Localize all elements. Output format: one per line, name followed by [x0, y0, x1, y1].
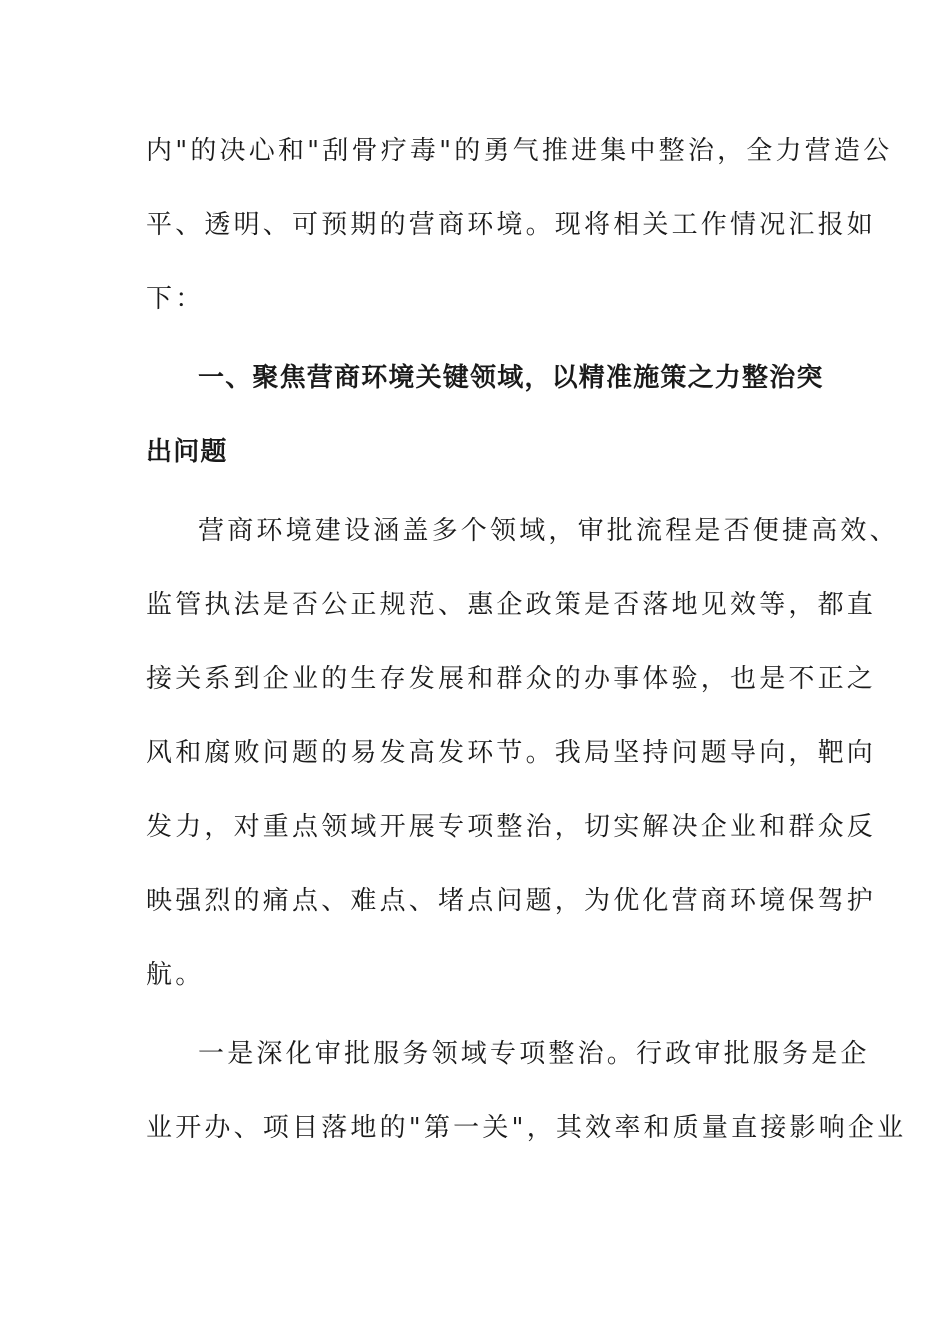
text-line: 监管执法是否公正规范、惠企政策是否落地见效等，都直	[146, 590, 877, 620]
text-line: 发力，对重点领域开展专项整治，切实解决企业和群众反	[146, 812, 877, 842]
text-line: 平、透明、可预期的营商环境。现将相关工作情况汇报如	[146, 210, 877, 240]
text-line: 业开办、项目落地的"第一关"，其效率和质量直接影响企业	[146, 1113, 907, 1143]
text-line: 航。	[146, 960, 205, 990]
text-line: 下：	[146, 284, 205, 314]
text-line: 映强烈的痛点、难点、堵点问题，为优化营商环境保驾护	[146, 886, 877, 916]
text-line: 接关系到企业的生存发展和群众的办事体验，也是不正之	[146, 664, 877, 694]
section-heading: 一、聚焦营商环境关键领域，以精准施策之力整治突	[198, 363, 824, 393]
section-heading: 出问题	[146, 437, 228, 467]
text-line: 一是深化审批服务领域专项整治。行政审批服务是企	[198, 1039, 870, 1069]
text-line: 内"的决心和"刮骨疗毒"的勇气推进集中整治，全力营造公	[146, 136, 893, 166]
text-line: 风和腐败问题的易发高发环节。我局坚持问题导向，靶向	[146, 738, 877, 768]
text-line: 营商环境建设涵盖多个领域，审批流程是否便捷高效、	[198, 516, 899, 546]
